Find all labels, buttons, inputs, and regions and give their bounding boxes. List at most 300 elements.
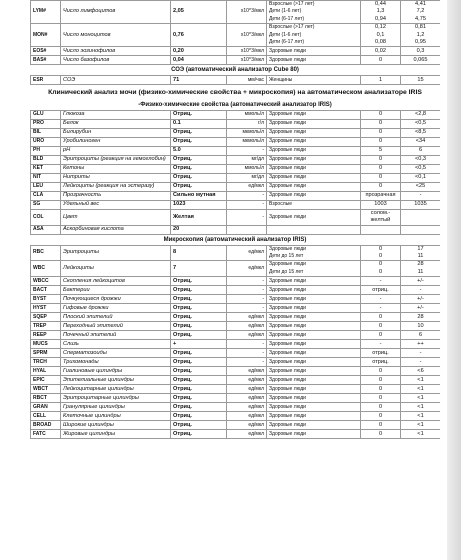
reference-group-line: Здоровые люди (269, 245, 306, 252)
test-name: Почечный эпителий (61, 331, 171, 340)
reference-group-line: Здоровые люди (269, 277, 306, 284)
table-row (31, 286, 441, 295)
reference-low: 0 (361, 119, 401, 128)
microscopy-section-title: Микроскопия (автоматический анализатор IRIS) (163, 236, 307, 243)
reference-high-line: 4,41 (415, 1, 426, 7)
table-row (31, 128, 441, 137)
test-unit: - (227, 146, 267, 155)
test-unit: ед/мкл (227, 376, 267, 385)
test-unit: - (227, 295, 267, 304)
reference-low: 0 (361, 155, 401, 164)
reference-high-line: <1 (417, 412, 424, 419)
reference-high (401, 403, 441, 412)
reference-group: Здоровые люди (267, 110, 361, 119)
reference-high: <0,5 (401, 164, 441, 173)
reference-low-line: 1,3 (376, 8, 385, 15)
reference-low-line: 0,12 (375, 24, 386, 31)
test-value: Отриц. (171, 313, 227, 322)
test-value: + (171, 340, 227, 349)
reference-high: <34 (401, 137, 441, 146)
reference-high: 15 (401, 76, 441, 85)
test-value: Отриц. (171, 349, 227, 358)
reference-low-line: 0 (378, 376, 383, 383)
test-value: Отриц. (171, 394, 227, 403)
table-row (31, 225, 441, 234)
reference-group (267, 385, 361, 394)
test-code: LEU (31, 182, 61, 191)
reference-group-line: Здоровые люди (269, 358, 306, 365)
reference-low (361, 394, 401, 403)
reference-group-line: Дети (1-6 лет) (269, 31, 302, 38)
reference-low-line: 0 (378, 56, 383, 63)
reference-high: <25 (401, 182, 441, 191)
reference-group: Здоровые люди (267, 182, 361, 191)
reference-low (361, 358, 401, 367)
reference-high (401, 24, 441, 47)
test-unit: - (227, 286, 267, 295)
reference-high: 6 (401, 146, 441, 155)
reference-low (361, 340, 401, 349)
test-value: Отриц. (171, 367, 227, 376)
reference-low (361, 286, 401, 295)
reference-group (267, 277, 361, 286)
reference-low-line: 0 (378, 313, 383, 320)
reference-low-line: 0 (378, 367, 383, 374)
reference-low (361, 24, 401, 47)
page-edge-shadow (447, 0, 461, 560)
reference-group: Женщины (267, 76, 361, 85)
reference-group-line: Здоровые люди (269, 295, 306, 302)
test-name: Сперматозоиды (61, 349, 171, 358)
reference-group-line: Взрослые (>17 лет) (269, 1, 315, 7)
reference-group (267, 47, 361, 56)
reference-high-line: 0,81 (415, 24, 426, 31)
test-code: ESR (31, 76, 61, 85)
test-name: Число эозинофилов (61, 47, 171, 56)
reference-group: Здоровые люди (267, 173, 361, 182)
reference-low (361, 277, 401, 286)
test-name: Бактерии (61, 286, 171, 295)
reference-low: солом.-желтый (361, 209, 401, 225)
esr-table (30, 75, 440, 85)
test-value: Отриц. (171, 295, 227, 304)
test-value: Сильно мутная (171, 191, 227, 200)
test-name: Плоский эпителий (61, 313, 171, 322)
reference-group (267, 225, 361, 234)
reference-group: Здоровые люди (267, 155, 361, 164)
reference-group (267, 24, 361, 47)
test-unit: х10^3/мкл (227, 47, 267, 56)
reference-high (401, 430, 441, 439)
reference-group-line: Здоровые люди (269, 403, 306, 410)
test-value: 0,04 (171, 56, 227, 65)
reference-low: 0 (361, 110, 401, 119)
test-code: RBC (31, 245, 61, 261)
test-value: Отриц. (171, 110, 227, 119)
test-code: BYST (31, 295, 61, 304)
test-unit: - (227, 209, 267, 225)
reference-group (267, 421, 361, 430)
table-row (31, 56, 441, 65)
test-value: 5.0 (171, 146, 227, 155)
test-code: PH (31, 146, 61, 155)
test-code: BIL (31, 128, 61, 137)
reference-high (401, 394, 441, 403)
table-row (31, 340, 441, 349)
reference-low-line: отриц. (372, 349, 389, 356)
reference-low (361, 295, 401, 304)
reference-high (401, 412, 441, 421)
reference-high (401, 209, 441, 225)
lab-report-page (30, 0, 440, 560)
reference-group: Здоровые люди (267, 146, 361, 155)
reference-group (267, 430, 361, 439)
test-code: HYST (31, 304, 61, 313)
reference-group (267, 313, 361, 322)
test-unit: ед/мкл (227, 394, 267, 403)
test-value: 2,05 (171, 1, 227, 24)
test-name: Гифовые дрожжи (61, 304, 171, 313)
table-row (31, 412, 441, 421)
table-row (31, 110, 441, 119)
test-code: EPIC (31, 376, 61, 385)
test-value: 1023 (171, 200, 227, 209)
test-unit: ед/мкл (227, 412, 267, 421)
reference-low (361, 430, 401, 439)
reference-high-line: <1 (417, 385, 424, 392)
reference-group (267, 1, 361, 24)
reference-group (267, 304, 361, 313)
reference-high (401, 47, 441, 56)
reference-low (361, 349, 401, 358)
reference-low: 1003 (361, 200, 401, 209)
test-unit: ед/мкл (227, 403, 267, 412)
reference-low: 0 (361, 128, 401, 137)
reference-high-line: - (419, 349, 422, 356)
reference-high (401, 277, 441, 286)
reference-low-line: 0 (378, 261, 383, 268)
reference-group-line: Здоровые люди (269, 376, 306, 383)
reference-high-line: <1 (417, 394, 424, 401)
test-unit: мкмоль/л (227, 137, 267, 146)
test-name: Кетоны (61, 164, 171, 173)
reference-low-line: отриц. (372, 286, 389, 293)
reference-group-line: Здоровые люди (269, 331, 306, 338)
reference-group-line: Здоровые люди (269, 340, 306, 347)
table-row (31, 394, 441, 403)
reference-low-line: отриц. (372, 358, 389, 365)
reference-high (401, 358, 441, 367)
test-value: Отриц. (171, 277, 227, 286)
test-name: Билирубин (61, 128, 171, 137)
test-name: Глюкоза (61, 110, 171, 119)
reference-high: <0,3 (401, 155, 441, 164)
test-unit: ммоль/л (227, 110, 267, 119)
table-row (31, 245, 441, 261)
reference-low (361, 313, 401, 322)
reference-high-line: <1 (417, 421, 424, 428)
test-name: Число базофилов (61, 56, 171, 65)
reference-low (361, 331, 401, 340)
reference-group: Здоровые люди (267, 191, 361, 200)
reference-high-line: 0,95 (415, 39, 426, 46)
reference-high (401, 331, 441, 340)
table-row (31, 277, 441, 286)
reference-group (267, 376, 361, 385)
reference-high (401, 245, 441, 261)
reference-group: Здоровые люди (267, 128, 361, 137)
reference-low-line: 0,44 (375, 1, 386, 7)
reference-high (401, 340, 441, 349)
reference-low (361, 304, 401, 313)
reference-group-line: Здоровые люди (269, 421, 306, 428)
test-name: Число моноцитов (61, 24, 171, 47)
test-unit: - (227, 191, 267, 200)
reference-low-line: 0 (378, 331, 383, 338)
table-row (31, 385, 441, 394)
reference-group: Взрослые (267, 200, 361, 209)
test-code: FATC (31, 430, 61, 439)
test-unit: ммоль/л (227, 164, 267, 173)
reference-high-line: 28 (417, 261, 424, 268)
test-unit: - (227, 200, 267, 209)
reference-low-line: - (379, 277, 382, 284)
reference-high-line: 7,2 (416, 8, 425, 15)
test-unit: ед/мкл (227, 421, 267, 430)
table-row (31, 376, 441, 385)
table-row (31, 358, 441, 367)
test-name: СОЭ (61, 76, 171, 85)
reference-high: <8,5 (401, 128, 441, 137)
reference-group-line: Дети до 15 лет (269, 268, 304, 275)
reference-low: 1 (361, 76, 401, 85)
reference-high-line: <1 (417, 403, 424, 410)
reference-high-line: <6 (417, 367, 424, 374)
test-value: Отриц. (171, 412, 227, 421)
reference-low: 0 (361, 182, 401, 191)
reference-high (401, 421, 441, 430)
reference-group-line: Взрослые (>17 лет) (269, 24, 315, 31)
test-value: Отриц. (171, 182, 227, 191)
test-code: KET (31, 164, 61, 173)
reference-low: 5 (361, 146, 401, 155)
test-name: Почкующиеся дрожжи (61, 295, 171, 304)
test-value: Отриц. (171, 304, 227, 313)
reference-high: - (401, 191, 441, 200)
test-name: Число лимфоцитов (61, 1, 171, 24)
test-code: GRAN (31, 403, 61, 412)
test-name: Аскорбиновая кислота (61, 225, 171, 234)
reference-group-line: Дети (6-17 лет) (269, 39, 305, 46)
test-value: 0.1 (171, 119, 227, 128)
table-row (31, 261, 441, 277)
reference-low (361, 421, 401, 430)
test-value: Отриц. (171, 331, 227, 340)
reference-high-line: ++ (417, 340, 424, 347)
physchem-section-title: -Физико-химические свойства (автоматический анализатор IRIS) (138, 101, 332, 108)
test-code: NIT (31, 173, 61, 182)
test-unit: - (227, 340, 267, 349)
table-row (31, 155, 441, 164)
reference-low (361, 47, 401, 56)
test-unit: х10^3/мкл (227, 24, 267, 47)
reference-group (267, 295, 361, 304)
reference-group-line: Дети (1-6 лет) (269, 8, 302, 15)
reference-group (267, 245, 361, 261)
physchem-table (30, 110, 440, 235)
test-code: CLA (31, 191, 61, 200)
reference-group-line: Здоровые люди (269, 430, 306, 437)
reference-low-line: 0 (378, 430, 383, 437)
reference-low: прозрачная (361, 191, 401, 200)
test-value: Отриц. (171, 128, 227, 137)
test-unit: х10^3/мкл (227, 56, 267, 65)
test-value: 8 (171, 245, 227, 261)
test-value: 20 (171, 225, 227, 234)
reference-group (267, 412, 361, 421)
table-row (31, 403, 441, 412)
reference-high-line: <1 (417, 430, 424, 437)
test-unit: ед/мкл (227, 367, 267, 376)
test-code: BAS# (31, 56, 61, 65)
reference-group: Здоровые люди (267, 137, 361, 146)
reference-low (361, 261, 401, 277)
reference-high (401, 313, 441, 322)
reference-group-line: Здоровые люди (269, 412, 306, 419)
table-row (31, 173, 441, 182)
test-code: HYAL (31, 367, 61, 376)
reference-low-line: 0 (378, 421, 383, 428)
reference-low-line: 0,02 (375, 47, 386, 54)
test-code: WBC (31, 261, 61, 277)
reference-group (267, 394, 361, 403)
microscopy-table (30, 245, 440, 440)
reference-low (361, 1, 401, 24)
reference-high-line: +/- (417, 295, 424, 302)
test-code: WBCC (31, 277, 61, 286)
reference-group (267, 403, 361, 412)
reference-low-line: - (379, 295, 382, 302)
reference-group (267, 331, 361, 340)
test-value: 0,20 (171, 47, 227, 56)
reference-high-line: - (419, 358, 422, 365)
table-row (31, 331, 441, 340)
reference-high-line: 0,3 (416, 47, 425, 54)
reference-group-line: Здоровые люди (269, 47, 306, 54)
test-unit: ед/мкл (227, 245, 267, 261)
reference-low-line: - (379, 304, 382, 311)
table-row (31, 349, 441, 358)
test-value: Отриц. (171, 173, 227, 182)
table-row (31, 304, 441, 313)
reference-group-line: Дети до 15 лет (269, 253, 304, 260)
test-name: Трихомонады (61, 358, 171, 367)
reference-high (401, 225, 441, 234)
test-name: Нитриты (61, 173, 171, 182)
test-unit: ед/мкл (227, 331, 267, 340)
test-name: Удельный вес (61, 200, 171, 209)
reference-high-line: 11 (417, 253, 424, 260)
reference-group-line: Дети (6-17 лет) (269, 15, 305, 22)
reference-group-line: Здоровые люди (269, 313, 306, 320)
reference-high (401, 376, 441, 385)
test-name: Эритроциты (реакция на гемоглобин) (61, 155, 171, 164)
table-row (31, 182, 441, 191)
test-name: Уробилиноген (61, 137, 171, 146)
table-row (31, 119, 441, 128)
table-row (31, 209, 441, 225)
test-code: MON# (31, 24, 61, 47)
table-row (31, 430, 441, 439)
reference-high: <0,5 (401, 119, 441, 128)
test-code: BLD (31, 155, 61, 164)
test-unit: ед/мкл (227, 430, 267, 439)
test-value: Отриц. (171, 155, 227, 164)
test-unit: ед/мкл (227, 385, 267, 394)
reference-high-line: 17 (417, 245, 424, 252)
reference-high: <2,8 (401, 110, 441, 119)
reference-high-line: 4,75 (415, 15, 426, 22)
reference-low-line: 0 (378, 322, 383, 329)
reference-high-line: 10 (417, 322, 424, 329)
reference-low (361, 412, 401, 421)
test-unit: мг/дл (227, 155, 267, 164)
blood-table (30, 0, 440, 65)
reference-group: Здоровые люди (267, 119, 361, 128)
test-value: Отриц. (171, 164, 227, 173)
reference-group-line: Здоровые люди (269, 286, 306, 293)
table-row (31, 367, 441, 376)
reference-high-line: 28 (417, 313, 424, 320)
reference-low-line: 0 (378, 394, 383, 401)
reference-low-line: 0 (378, 385, 383, 392)
test-name: Прозрачность (61, 191, 171, 200)
reference-high-line: 1,2 (416, 31, 425, 38)
reference-group: Здоровые люди (267, 209, 361, 225)
reference-high (401, 367, 441, 376)
test-unit: - (227, 304, 267, 313)
test-code: MUCS (31, 340, 61, 349)
test-unit: - (227, 349, 267, 358)
test-value: 71 (171, 76, 227, 85)
test-value: 0,76 (171, 24, 227, 47)
test-unit: - (227, 277, 267, 286)
reference-low-line: 0,94 (375, 15, 386, 22)
reference-high-line: +/- (417, 277, 424, 284)
test-name: Лейкоциты (реакция на эстеразу) (61, 182, 171, 191)
test-name: Эритроциты (61, 245, 171, 261)
table-row (31, 295, 441, 304)
reference-group-line: Здоровые люди (269, 394, 306, 401)
test-name: Жировые цилиндры (61, 430, 171, 439)
test-code: REEP (31, 331, 61, 340)
reference-group (267, 349, 361, 358)
test-name: Переходный эпителий (61, 322, 171, 331)
reference-low (361, 385, 401, 394)
reference-low (361, 245, 401, 261)
test-code: GLU (31, 110, 61, 119)
reference-high (401, 304, 441, 313)
reference-high (401, 322, 441, 331)
table-row (31, 421, 441, 430)
reference-group-line: Здоровые люди (269, 56, 306, 63)
test-name: Гранулярные цилиндры (61, 403, 171, 412)
test-unit: ед/мкл (227, 322, 267, 331)
reference-high (401, 295, 441, 304)
test-value: Отриц. (171, 322, 227, 331)
reference-low-line: - (379, 340, 382, 347)
reference-high (401, 349, 441, 358)
